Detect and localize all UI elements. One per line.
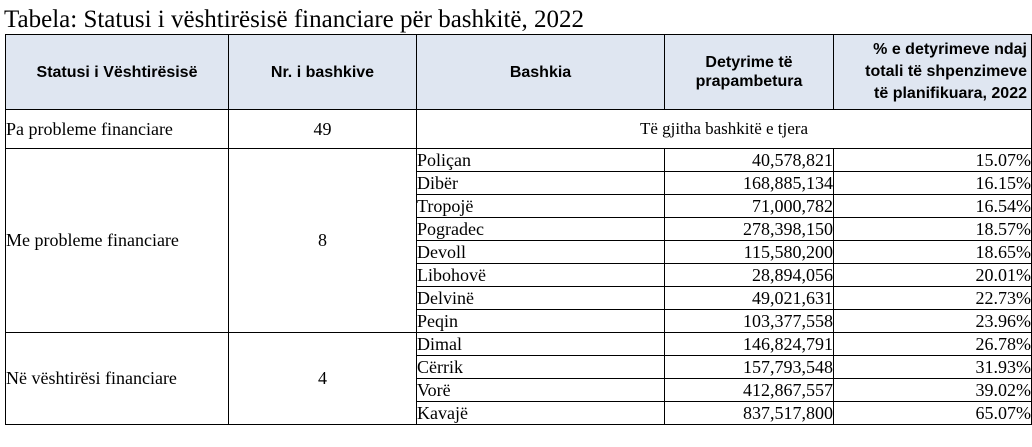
municipality-cell: Cërrik	[417, 356, 665, 379]
count-cell: 4	[229, 333, 417, 425]
table-caption: Tabela: Statusi i vështirësisë financiare për bashkitë, 2022	[4, 6, 585, 33]
header-count: Nr. i bashkive	[229, 35, 417, 110]
percent-cell: 31.93%	[834, 356, 1032, 379]
arrears-cell: 71,000,782	[665, 195, 834, 218]
header-row	[6, 35, 1032, 110]
municipality-cell: Devoll	[417, 241, 665, 264]
percent-cell: 18.65%	[834, 241, 1032, 264]
arrears-cell: 103,377,558	[665, 310, 834, 333]
percent-cell: 23.96%	[834, 310, 1032, 333]
percent-cell: 15.07%	[834, 149, 1032, 172]
arrears-cell: 278,398,150	[665, 218, 834, 241]
municipality-cell: Delvinë	[417, 287, 665, 310]
header-municipality: Bashkia	[417, 35, 665, 110]
municipality-cell: Peqin	[417, 310, 665, 333]
count-cell: 8	[229, 149, 417, 333]
header-percent-line1: % e detyrimeve ndaj	[873, 41, 1027, 58]
group-row-no-problems	[6, 110, 1032, 149]
table-row	[6, 149, 1032, 172]
header-percent-line2: totali të shpenzimeve	[865, 63, 1027, 80]
arrears-cell: 40,578,821	[665, 149, 834, 172]
percent-cell: 16.15%	[834, 172, 1032, 195]
header-percent-line3: të planifikuara, 2022	[874, 85, 1027, 102]
header-arrears-line1: Detyrime të	[705, 54, 793, 71]
percent-cell: 22.73%	[834, 287, 1032, 310]
municipality-cell: Dimal	[417, 333, 665, 356]
arrears-cell: 168,885,134	[665, 172, 834, 195]
municipality-cell: Tropojë	[417, 195, 665, 218]
municipality-cell: Poliçan	[417, 149, 665, 172]
arrears-cell: 115,580,200	[665, 241, 834, 264]
arrears-cell: 157,793,548	[665, 356, 834, 379]
clipped-footnote-area	[4, 441, 884, 447]
municipality-cell: Vorë	[417, 379, 665, 402]
arrears-cell: 49,021,631	[665, 287, 834, 310]
arrears-cell: 146,824,791	[665, 333, 834, 356]
all-other-municipalities-cell: Të gjitha bashkitë e tjera	[417, 110, 1032, 149]
percent-cell: 16.54%	[834, 195, 1032, 218]
header-arrears-line2: prapambetura	[695, 73, 803, 90]
arrears-cell: 28,894,056	[665, 264, 834, 287]
percent-cell: 26.78%	[834, 333, 1032, 356]
municipality-cell: Dibër	[417, 172, 665, 195]
financial-status-table	[5, 34, 1032, 425]
arrears-cell: 412,867,557	[665, 379, 834, 402]
header-arrears	[665, 35, 834, 110]
status-cell: Në vështirësi financiare	[6, 333, 229, 425]
status-cell: Me probleme financiare	[6, 149, 229, 333]
status-cell: Pa probleme financiare	[6, 110, 229, 149]
header-percent	[834, 35, 1032, 110]
percent-cell: 20.01%	[834, 264, 1032, 287]
arrears-cell: 837,517,800	[665, 402, 834, 425]
municipality-cell: Pogradec	[417, 218, 665, 241]
table-row	[6, 333, 1032, 356]
municipality-cell: Libohovë	[417, 264, 665, 287]
municipality-cell: Kavajë	[417, 402, 665, 425]
percent-cell: 65.07%	[834, 402, 1032, 425]
percent-cell: 18.57%	[834, 218, 1032, 241]
header-status: Statusi i Vështirësisë	[6, 35, 229, 110]
count-cell: 49	[229, 110, 417, 149]
percent-cell: 39.02%	[834, 379, 1032, 402]
